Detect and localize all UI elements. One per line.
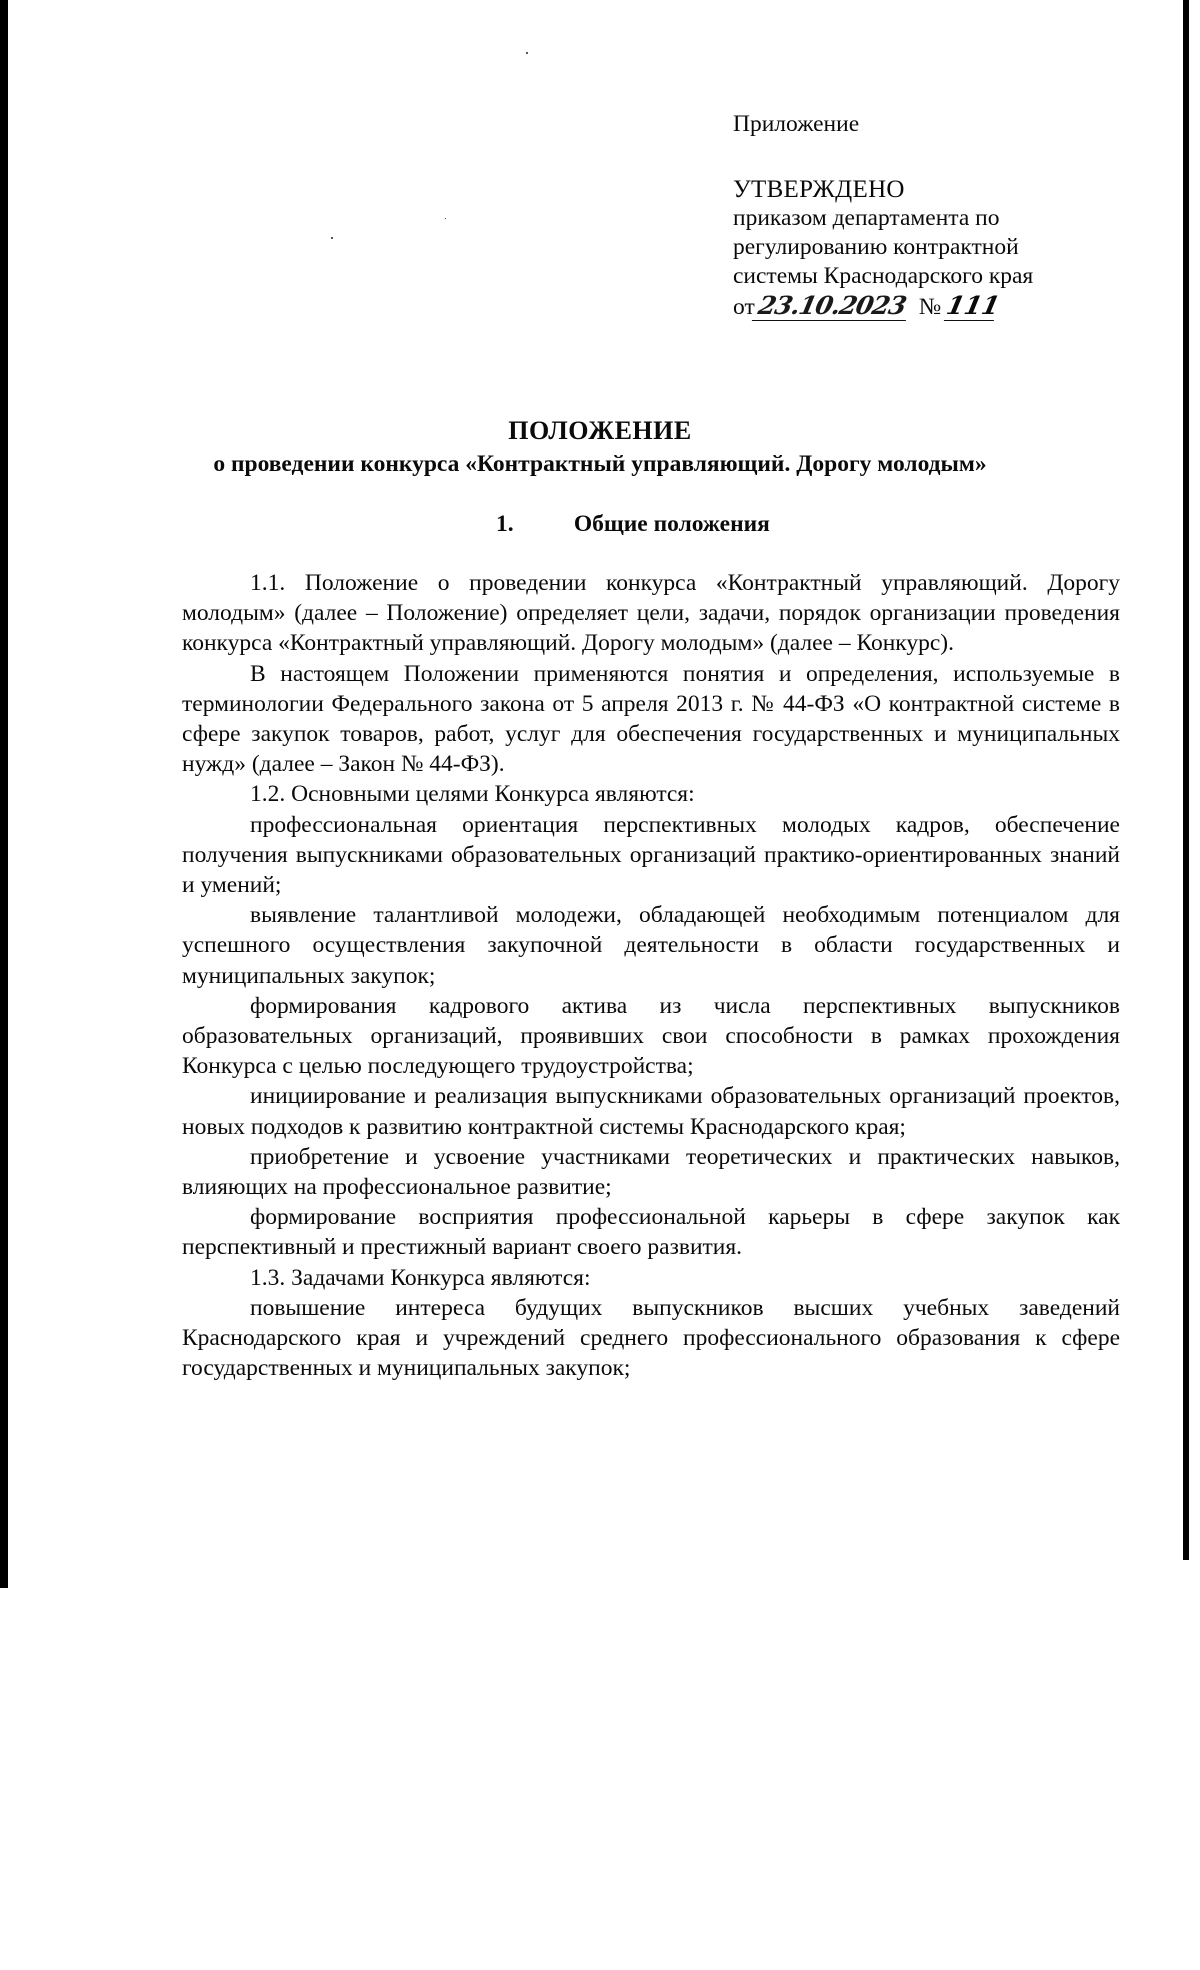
scan-speck xyxy=(526,52,528,54)
approved-stamp-text: УТВЕРЖДЕНО xyxy=(733,176,905,203)
number-sign: № xyxy=(918,294,942,320)
paragraph: формирование восприятия профессиональной карьеры в сфере закупок как перспективный и престижный вариант своего развития. xyxy=(182,1204,1120,1261)
paragraph: 1.3. Задачами Конкурса являются: xyxy=(250,1264,591,1291)
order-date-number xyxy=(733,291,1153,322)
paragraph: выявление талантливой молодежи, обладающей необходимым потенциалом для успешного осуществления закупочной деятельности в области государственных и муниципальных закупок; xyxy=(182,902,1120,989)
order-line: регулированию контрактной xyxy=(733,234,1019,260)
paragraph: приобретение и усвоение участниками теоретических и практических навыков, влияющих на профессиональное развитие; xyxy=(182,1143,1120,1201)
section-heading xyxy=(496,511,770,538)
paragraph: профессиональная ориентация перспективных молодых кадров, обеспечение получения выпускниками образовательных организаций практико-ориентированных знаний и умений; xyxy=(182,811,1120,899)
scan-border-left xyxy=(0,0,8,1588)
paragraph: 1.2. Основными целями Конкурса являются: xyxy=(250,781,695,808)
paragraph: формирования кадрового актива из числа перспективных выпускников образовательных организаций, проявивших свои способности в рамках прохождения Конкурса с целью последующего трудоустройства; xyxy=(182,992,1120,1080)
section-number: 1. xyxy=(496,511,514,537)
scan-speck xyxy=(331,237,333,239)
scan-border-right-tail xyxy=(1183,1500,1186,1560)
document-subtitle: о проведении конкурса «Контрактный управляющий. Дорогу молодым» xyxy=(213,451,987,477)
handwritten-number: 111 xyxy=(944,291,1003,320)
date-prefix: от xyxy=(733,294,755,320)
section-title: Общие положения xyxy=(573,511,770,537)
handwritten-date: 23.10.2023 xyxy=(752,291,912,321)
order-line: приказом департамента по xyxy=(733,205,1000,231)
approval-block xyxy=(733,110,1153,322)
document-body xyxy=(182,568,1120,1383)
appendix-label: Приложение xyxy=(733,111,860,137)
paragraph: В настоящем Положении применяются понятия и определения, используемые в терминологии Федерального закона от 5 апреля 2013 г. № 44-ФЗ «О контрактной системе в сфере закупок товаров, работ, услуг для обеспечения государственных и муниципальных нужд» (далее – Закон № 44-ФЗ). xyxy=(182,660,1120,778)
document-title: ПОЛОЖЕНИЕ xyxy=(508,416,692,445)
paragraph: 1.1. Положение о проведении конкурса «Контрактный управляющий. Дорогу молодым» (далее – Положение) определяет цели, задачи, порядок организации проведения конкурса «Контрактный управляющий. Дорогу молодым» (далее – Конкурс). xyxy=(182,570,1120,657)
paragraph: инициирование и реализация выпускниками образовательных организаций проектов, новых подходов к развитию контрактной системы Краснодарского края; xyxy=(182,1083,1120,1140)
order-line: системы Краснодарского края xyxy=(733,263,1034,289)
paragraph: повышение интереса будущих выпускников высших учебных заведений Краснодарского края и учреждений среднего профессионального образования к сфере государственных и муниципальных закупок; xyxy=(182,1294,1120,1382)
scan-speck xyxy=(445,218,446,219)
scan-border-right xyxy=(1183,0,1189,1560)
